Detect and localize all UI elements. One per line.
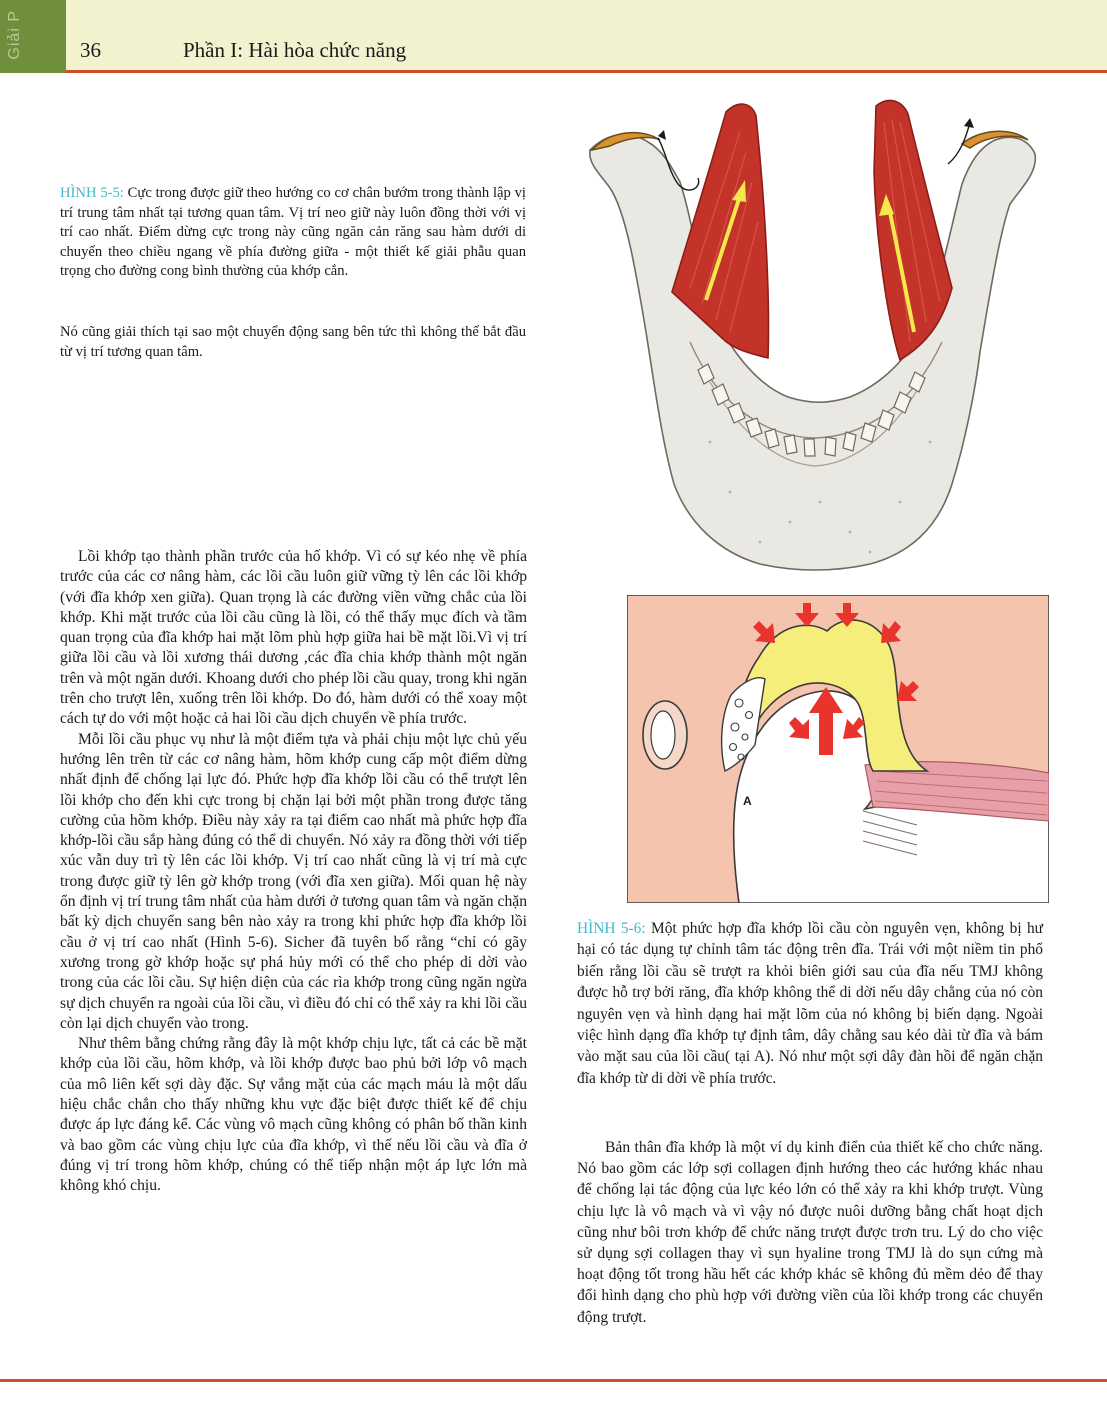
footer-rule	[0, 1379, 1107, 1382]
figure-5-5-caption	[60, 184, 526, 282]
left-paragraph-3: Như thêm bằng chứng rằng đây là một khớp chịu lực, tất cả các bề mặt khớp của lồi cầu, hõm khớp, và lồi khớp được bao phủ bởi lớp vô mạch của mô liên kết sợi dày đặc. Sự vắng mặt của các mạch máu là một dấu hiệu chắc chắn cho thấy những khu vực đặc biệt được thiết kế để chịu được áp lực đáng kể. Các vùng vô mạch cũng không có phân bố thần kinh và bao gồm các vùng chịu lực của đĩa khớp, vì thế nếu lồi cầu và đĩa ở đúng vị trí trong hõm khớp, chúng có thể tiếp nhận một áp lực lớn mà không khó chịu.	[60, 1035, 527, 1195]
page-number: 36	[80, 38, 101, 62]
chapter-title: Phần I: Hài hòa chức năng	[183, 38, 407, 62]
figure-5-6-caption-text: Một phức hợp đĩa khớp lồi cầu còn nguyên vẹn, không bị hư hại có tác dụng tự chỉnh tâm tác động trên đĩa. Trái với một niềm tin phổ biến rằng lồi cầu sẽ trượt ra khỏi biên giới sau của đĩa nếu TMJ không được hỗ trợ bởi răng, đĩa khớp không thể di dời nếu dây chằng của nó còn nguyên vẹn và hình dạng hai mặt lõm của nó không bị biến dạng. Ngoài việc hình dạng đĩa khớp tự định tâm, dây chằng sau kéo dài từ đĩa và bám vào mặt sau của lồi cầu( tại A). Nó như một sợi dây đàn hồi để ngăn chặn đĩa khớp từ di dời về phía trước.	[577, 920, 1044, 1087]
figure-5-6-caption	[577, 918, 1043, 1089]
figure-5-5-caption-text: Cực trong được giữ theo hướng co cơ chân bướm trong thành lập vị trí trung tâm nhất tại tương quan tâm. Vị trí neo giữ này luôn đồng thời với vị trí cao nhất. Điểm dừng cực trong này cũng ngăn cản răng sau hàm dưới di chuyển theo chiều ngang về phía đường giữa - một thiết kế giải phẫu quan trọng cho đường cong bình thường của khớp cắn.	[60, 185, 526, 279]
figure-5-5-note: Nó cũng giải thích tại sao một chuyển động sang bên tức thì không thể bắt đầu từ vị trí tương quan tâm.	[60, 324, 526, 360]
left-paragraph-1: Lồi khớp tạo thành phần trước của hố khớp. Vì có sự kéo nhẹ về phía trước của các cơ nâng hàm, các lồi cầu luôn giữ vững tỳ lên các lồi khớp (với đĩa khớp xen giữa). Quan trọng là các đường viền vững chắc của lồi khớp. Khi mặt trước của lồi cầu cũng là lồi, có thể thấy mục đích và tầm quan trọng của đĩa khớp hai mặt lõm phù hợp giữa hai bề mặt lồi.Vì vị trí giữa lồi cầu và lồi xương thái dương ,các đĩa chia khớp thành một ngăn trên và một ngăn dưới. Khoang dưới cho phép lồi cầu quay, trong khi ngăn trên cho trượt lên, xuống trên lồi khớp. Do đó, hàm dưới có thể xoay một cách tự do với một hoặc cả hai lồi cầu dịch chuyển về phía trước.	[60, 548, 527, 728]
header-rule	[66, 70, 1107, 73]
left-paragraph-2: Mỗi lồi cầu phục vụ như là một điểm tựa và phải chịu một lực chủ yếu hướng lên trên từ các cơ nâng hàm, hõm khớp cung cấp một điểm dừng nhất định để chống lại lực đó. Phức hợp đĩa khớp lồi cầu có thể trượt lên lồi khớp cho đến khi cực trong bị chặn lại bởi một phần trong được tăng cường của hõm khớp. Điều này xảy ra tại điểm cao nhất mà phức hợp đĩa khớp-lồi cầu sắp hàng đúng có thể di chuyển. Nó xảy ra đồng thời với tiếp xúc vẫn duy trì tỳ lên các lồi khớp. Vị trí cao nhất cũng là vị trí mà cực trong được giữ tỳ lên gờ khớp trong (với đĩa xen giữa). Mối quan hệ này ổn định vị trí trung tâm nhất của hàm dưới ở tương quan tâm và ngăn chặn bất kỳ dịch chuyển sang bên nào xảy ra trong khi phức hợp đĩa khớp lồi cầu ở vị trí cao nhất (Hình 5-6). Sicher đã tuyên bố rằng “chỉ có gãy xương trong gờ khớp hoặc sự phá hủy mới có thể cho phép di dời vào trong của các lồi cầu. Sự hiện diện của các rìa khớp trong cũng ngăn ngừa sự dịch chuyển ra ngoài của lồi cầu, vì điều đó chỉ có thể xảy ra khi lồi cầu còn lại dịch chuyển vào trong.	[60, 730, 528, 1032]
left-column	[60, 547, 527, 1197]
side-tab-text: Giải P	[6, 10, 23, 60]
mandible-bone	[590, 134, 1036, 570]
figure-5-5-label: HÌNH 5-5:	[60, 185, 124, 201]
figure-5-6-label: HÌNH 5-6:	[577, 920, 646, 937]
marker-a: A	[743, 794, 752, 808]
side-tab	[0, 0, 66, 73]
right-paragraph-1: Bản thân đĩa khớp là một ví dụ kinh điển của thiết kế cho chức năng. Nó bao gồm các lớp sợi collagen định hướng theo các hướng khác nhau để chống lại tác động của lực kéo lớn có thể xảy ra khi khớp trượt. Vùng chịu lực là vô mạch và vì vậy nó được nuôi dưỡng bằng chất hoạt dịch cũng như bôi trơn khớp để chức năng trượt được trơn tru. Lý do cho việc sử dụng sợi collagen thay vì sụn hyaline trong TMJ là do sụn cứng mà hoạt động tốt trong hầu hết các khớp khác sẽ không đủ mềm dẻo để thay đổi hình dạng cho phù hợp với đường viền của lồi khớp trong các chuyển động trượt.	[577, 1139, 1043, 1326]
disc-condyle-illustration	[627, 595, 1049, 903]
right-column	[577, 1137, 1043, 1328]
mandible-illustration	[570, 92, 1060, 580]
